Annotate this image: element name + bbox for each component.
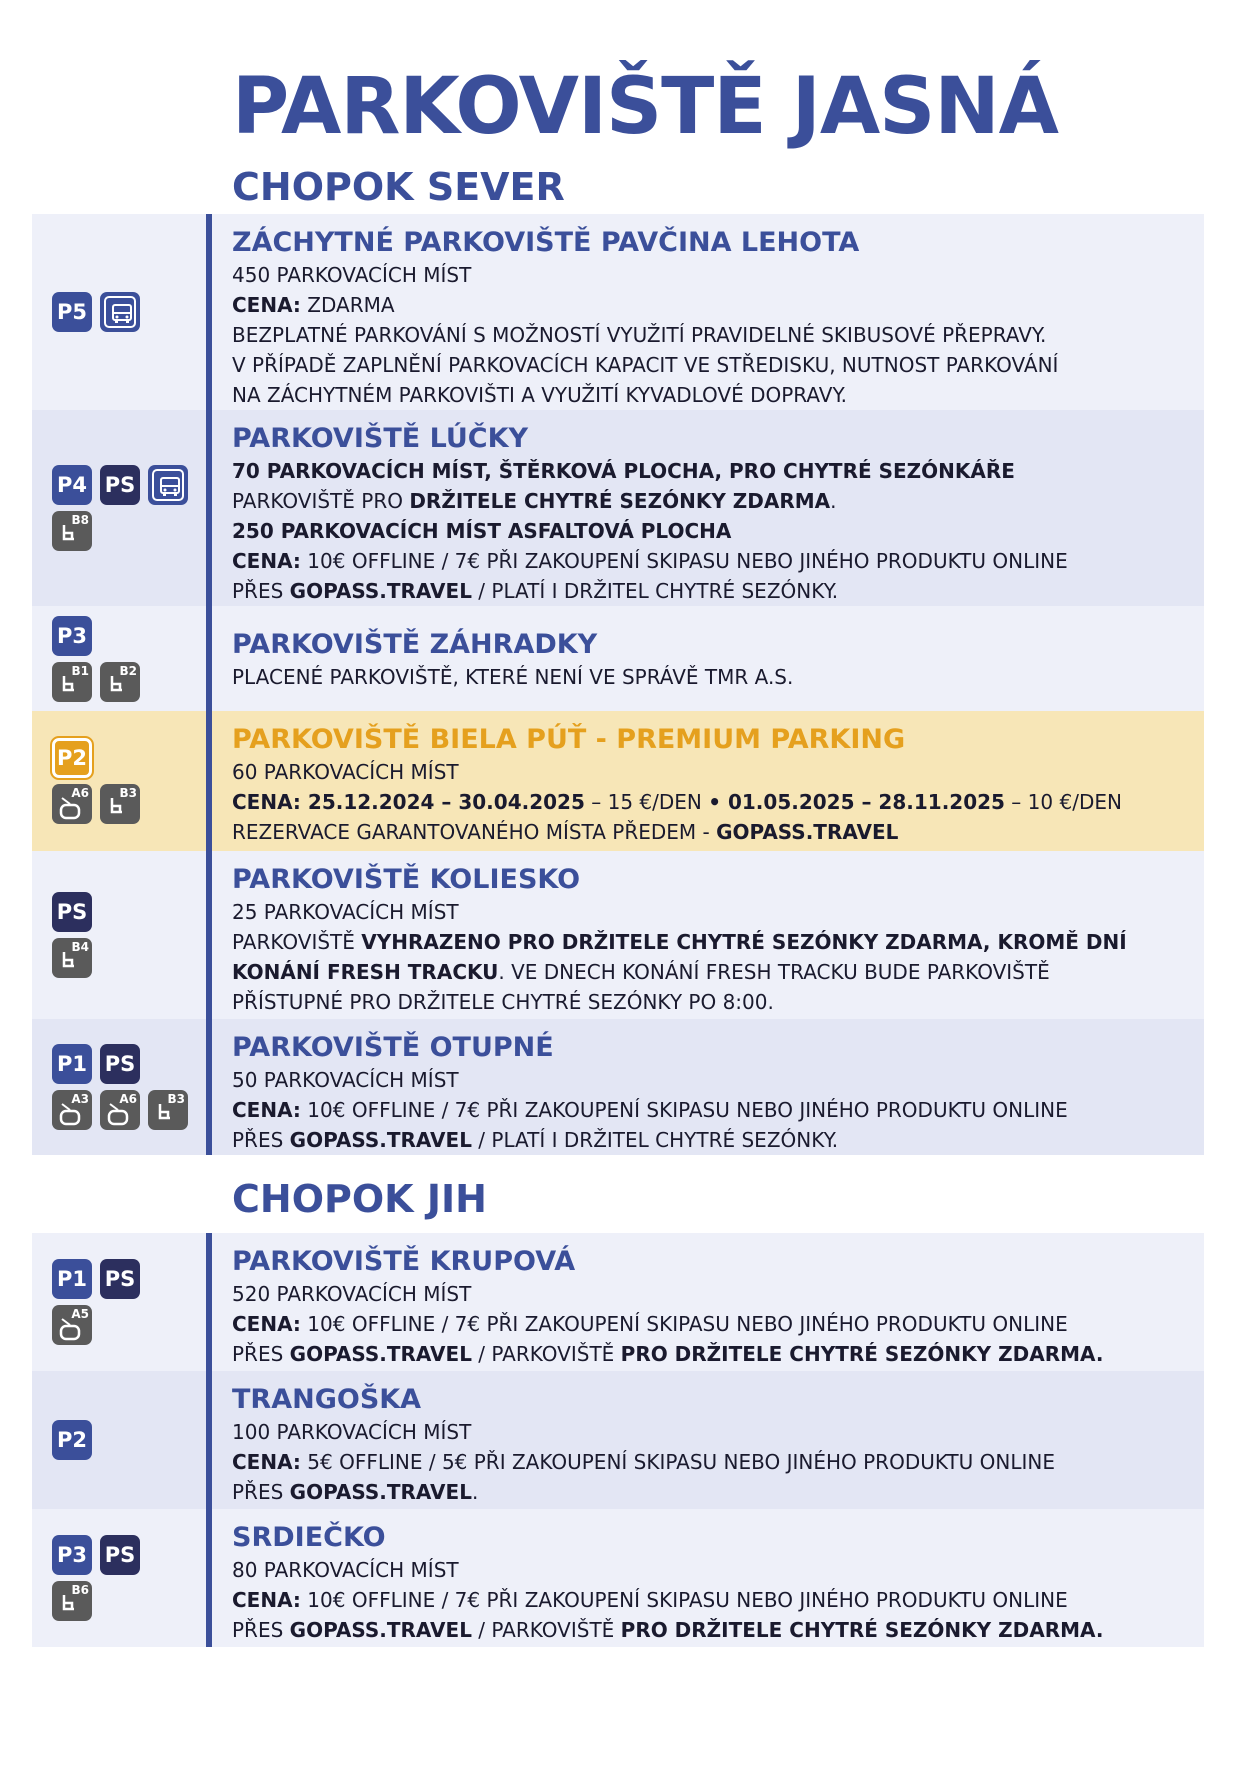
- bus-icon: [100, 292, 140, 332]
- chairlift-icon: B8: [52, 511, 92, 551]
- gondola-icon: A6: [52, 784, 92, 824]
- section-title-north: CHOPOK SEVER: [232, 165, 565, 209]
- table-divider: [206, 214, 212, 1155]
- bus-icon: [148, 465, 188, 505]
- chairlift-icon: B1: [52, 662, 92, 702]
- badge-group: [32, 606, 206, 711]
- description-line: PŘÍSTUPNÉ PRO DRŽITELE CHYTRÉ SEZÓNKY PO 8:00.: [232, 990, 774, 1014]
- description-line: PLACENÉ PARKOVIŠTĚ, KTERÉ NENÍ VE SPRÁVĚ TMR A.S.: [232, 665, 794, 689]
- description-line: PŘES GOPASS.TRAVEL / PLATÍ I DRŽITEL CHYTRÉ SEZÓNKY.: [232, 579, 839, 603]
- gondola-icon: A3: [52, 1090, 92, 1130]
- description-line: NA ZÁCHYTNÉM PARKOVIŠTI A VYUŽITÍ KYVADLOVÉ DOPRAVY.: [232, 383, 847, 407]
- capacity: 25 PARKOVACÍCH MÍST: [232, 900, 459, 924]
- price-line: CENA: ZDARMA: [232, 293, 395, 317]
- chairlift-icon: B3: [100, 784, 140, 824]
- capacity: 60 PARKOVACÍCH MÍST: [232, 760, 459, 784]
- chairlift-icon: B4: [52, 938, 92, 978]
- chairlift-icon: B2: [100, 662, 140, 702]
- price-line: CENA: 10€ OFFLINE / 7€ PŘI ZAKOUPENÍ SKIPASU NEBO JINÉHO PRODUKTU ONLINE: [232, 549, 1068, 573]
- description-line: PŘES GOPASS.TRAVEL.: [232, 1480, 479, 1504]
- badge-group: [32, 1019, 206, 1155]
- parking-info: [206, 410, 1204, 606]
- parking-badge: P4: [52, 465, 92, 505]
- parking-info: [206, 606, 1204, 711]
- parking-info: [206, 711, 1204, 851]
- parking-info: [206, 1509, 1204, 1647]
- parking-info: [206, 851, 1204, 1019]
- chairlift-icon: B6: [52, 1581, 92, 1621]
- south-parking-table: [32, 1233, 1204, 1647]
- badge-group: [32, 851, 206, 1019]
- parking-info: [206, 1019, 1204, 1155]
- description-line: BEZPLATNÉ PARKOVÁNÍ S MOŽNOSTÍ VYUŽITÍ PRAVIDELNÉ SKIBUSOVÉ PŘEPRAVY.: [232, 323, 1047, 347]
- parking-name: PARKOVIŠTĚ BIELA PÚŤ - PREMIUM PARKING: [232, 724, 906, 755]
- parking-badge: P2: [52, 1420, 92, 1460]
- description-line: PARKOVIŠTĚ VYHRAZENO PRO DRŽITELE CHYTRÉ SEZÓNKY ZDARMA, KROMĚ DNÍ: [232, 930, 1127, 954]
- description-line: V PŘÍPADĚ ZAPLNĚNÍ PARKOVACÍCH KAPACIT VE STŘEDISKU, NUTNOST PARKOVÁNÍ: [232, 353, 1059, 377]
- parking-badge: P1: [52, 1259, 92, 1299]
- price-line: CENA: 10€ OFFLINE / 7€ PŘI ZAKOUPENÍ SKIPASU NEBO JINÉHO PRODUKTU ONLINE: [232, 1098, 1068, 1122]
- parking-badge: P3: [52, 616, 92, 656]
- parking-info: [206, 1371, 1204, 1509]
- parking-badge: P3: [52, 1535, 92, 1575]
- badge-group: [32, 214, 206, 410]
- table-divider: [206, 1233, 212, 1647]
- season-pass-badge: PS: [100, 1535, 140, 1575]
- capacity: 520 PARKOVACÍCH MÍST: [232, 1282, 472, 1306]
- north-parking-table: [32, 214, 1204, 1155]
- page-title: PARKOVIŠTĚ JASNÁ: [232, 62, 1059, 152]
- description-line: PŘES GOPASS.TRAVEL / PARKOVIŠTĚ PRO DRŽITELE CHYTRÉ SEZÓNKY ZDARMA.: [232, 1618, 1104, 1642]
- badge-group: [32, 1233, 206, 1371]
- capacity: 250 PARKOVACÍCH MÍST ASFALTOVÁ PLOCHA: [232, 519, 732, 543]
- parking-name: ZÁCHYTNÉ PARKOVIŠTĚ PAVČINA LEHOTA: [232, 227, 860, 258]
- parking-name: PARKOVIŠTĚ ZÁHRADKY: [232, 629, 598, 660]
- parking-name: PARKOVIŠTĚ KOLIESKO: [232, 864, 581, 895]
- parking-name: SRDIEČKO: [232, 1522, 386, 1553]
- price-line: CENA: 25.12.2024 – 30.04.2025 – 15 €/DEN • 01.05.2025 – 28.11.2025 – 10 €/DEN: [232, 790, 1122, 814]
- season-pass-badge: PS: [100, 1259, 140, 1299]
- parking-name: PARKOVIŠTĚ LÚČKY: [232, 423, 529, 454]
- capacity: 100 PARKOVACÍCH MÍST: [232, 1420, 472, 1444]
- chairlift-icon: B3: [148, 1090, 188, 1130]
- badge-group: [32, 1371, 206, 1509]
- description-line: KONÁNÍ FRESH TRACKU. VE DNECH KONÁNÍ FRESH TRACKU BUDE PARKOVIŠTĚ: [232, 960, 1050, 984]
- parking-badge: P1: [52, 1044, 92, 1084]
- season-pass-badge: PS: [100, 1044, 140, 1084]
- price-line: CENA: 10€ OFFLINE / 7€ PŘI ZAKOUPENÍ SKIPASU NEBO JINÉHO PRODUKTU ONLINE: [232, 1588, 1068, 1612]
- parking-info: [206, 214, 1204, 410]
- parking-info: [206, 1233, 1204, 1371]
- price-line: CENA: 10€ OFFLINE / 7€ PŘI ZAKOUPENÍ SKIPASU NEBO JINÉHO PRODUKTU ONLINE: [232, 1312, 1068, 1336]
- gondola-icon: A6: [100, 1090, 140, 1130]
- capacity: 80 PARKOVACÍCH MÍST: [232, 1558, 459, 1582]
- description-line: PARKOVIŠTĚ PRO DRŽITELE CHYTRÉ SEZÓNKY ZDARMA.: [232, 489, 837, 513]
- description-line: REZERVACE GARANTOVANÉHO MÍSTA PŘEDEM - GOPASS.TRAVEL: [232, 820, 899, 844]
- badge-group: [32, 410, 206, 606]
- capacity: 70 PARKOVACÍCH MÍST, ŠTĚRKOVÁ PLOCHA, PRO CHYTRÉ SEZÓNKÁŘE: [232, 459, 1015, 483]
- parking-name: PARKOVIŠTĚ OTUPNÉ: [232, 1032, 554, 1063]
- capacity: 450 PARKOVACÍCH MÍST: [232, 263, 472, 287]
- parking-name: TRANGOŠKA: [232, 1384, 422, 1415]
- description-line: PŘES GOPASS.TRAVEL / PARKOVIŠTĚ PRO DRŽITELE CHYTRÉ SEZÓNKY ZDARMA.: [232, 1342, 1104, 1366]
- season-pass-badge: PS: [100, 465, 140, 505]
- badge-group: [32, 711, 206, 851]
- price-line: CENA: 5€ OFFLINE / 5€ PŘI ZAKOUPENÍ SKIPASU NEBO JINÉHO PRODUKTU ONLINE: [232, 1450, 1055, 1474]
- season-pass-badge: PS: [52, 892, 92, 932]
- parking-badge: P5: [52, 292, 92, 332]
- section-title-south: CHOPOK JIH: [232, 1177, 487, 1221]
- premium-parking-badge: P2: [52, 738, 92, 778]
- description-line: PŘES GOPASS.TRAVEL / PLATÍ I DRŽITEL CHYTRÉ SEZÓNKY.: [232, 1128, 839, 1152]
- capacity: 50 PARKOVACÍCH MÍST: [232, 1068, 459, 1092]
- gondola-icon: A5: [52, 1305, 92, 1345]
- badge-group: [32, 1509, 206, 1647]
- parking-name: PARKOVIŠTĚ KRUPOVÁ: [232, 1246, 576, 1277]
